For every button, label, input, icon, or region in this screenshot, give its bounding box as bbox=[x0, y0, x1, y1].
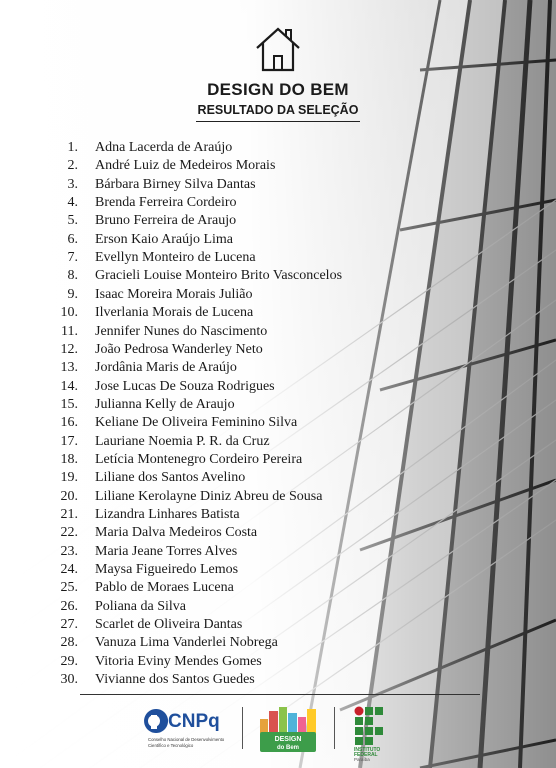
list-item-name: Erson Kaio Araújo Lima bbox=[95, 231, 234, 247]
list-item-number: 27. bbox=[60, 617, 78, 633]
list-item-name: Isaac Moreira Morais Julião bbox=[95, 286, 253, 302]
cnpq-logo-text: CNPq bbox=[168, 711, 220, 732]
list-item-name: Vitoria Eviny Mendes Gomes bbox=[95, 653, 262, 669]
design-do-bem-logo bbox=[258, 703, 318, 753]
list-item-name: Pablo de Moraes Lucena bbox=[95, 580, 234, 596]
list-item-number: 29. bbox=[60, 653, 78, 669]
list-item-number: 6. bbox=[67, 231, 78, 247]
list-item-number: 9. bbox=[67, 286, 78, 302]
page-title: DESIGN DO BEM bbox=[207, 80, 349, 99]
cnpq-caption-2: Científico e Tecnológico bbox=[148, 743, 194, 748]
list-item-number: 26. bbox=[60, 598, 78, 614]
list-item-name: Bruno Ferreira de Araujo bbox=[95, 213, 237, 229]
if-caption-2: FEDERAL bbox=[354, 752, 378, 758]
list-item-name: Letícia Montenegro Cordeiro Pereira bbox=[95, 451, 303, 467]
cnpq-caption-1: Conselho Nacional de Desenvolvimento bbox=[148, 737, 225, 742]
list-item-number: 19. bbox=[60, 470, 78, 486]
list-item-number: 8. bbox=[67, 268, 78, 284]
if-caption-3: Paraíba bbox=[354, 757, 370, 762]
list-item-name: Keliane De Oliveira Feminino Silva bbox=[95, 415, 298, 431]
list-item-name: Evellyn Monteiro de Lucena bbox=[95, 250, 256, 266]
list-item-name: Julianna Kelly de Araujo bbox=[95, 396, 235, 412]
list-item-number: 18. bbox=[60, 451, 78, 467]
footer-separator bbox=[242, 707, 243, 749]
list-item-name: Maysa Figueiredo Lemos bbox=[95, 562, 239, 578]
list-item-name: Liliane dos Santos Avelino bbox=[95, 470, 246, 486]
list-item-name: Scarlet de Oliveira Dantas bbox=[95, 617, 243, 633]
list-item-number: 15. bbox=[60, 396, 78, 412]
list-item-name: Vivianne dos Santos Guedes bbox=[95, 672, 255, 688]
design-logo-line1: DESIGN bbox=[274, 736, 302, 743]
list-item-number: 5. bbox=[67, 213, 78, 229]
list-item-number: 22. bbox=[60, 525, 78, 541]
list-item-number: 12. bbox=[60, 341, 78, 357]
list-item-number: 23. bbox=[60, 543, 78, 559]
list-item-number: 21. bbox=[60, 507, 78, 522]
list-item-name: Brenda Ferreira Cordeiro bbox=[95, 195, 237, 211]
subtitle-underline bbox=[196, 121, 360, 122]
list-item-name: João Pedrosa Wanderley Neto bbox=[95, 341, 263, 357]
list-item-name: Jennifer Nunes do Nascimento bbox=[95, 323, 268, 339]
list-item-name: Lizandra Linhares Batista bbox=[95, 507, 240, 522]
list-item-number: 1. bbox=[67, 140, 78, 155]
list-item-number: 28. bbox=[60, 635, 78, 651]
list-item-number: 10. bbox=[60, 305, 78, 321]
list-item-name: Maria Jeane Torres Alves bbox=[95, 543, 238, 559]
house-icon bbox=[255, 26, 301, 72]
list-item-name: Gracieli Louise Monteiro Brito Vasconcelos bbox=[95, 268, 343, 284]
list-item-name: Adna Lacerda de Araújo bbox=[95, 140, 233, 155]
list-item-name: Poliana da Silva bbox=[95, 598, 186, 614]
list-item-name: Jose Lucas De Souza Rodrigues bbox=[95, 378, 275, 394]
list-item-number: 25. bbox=[60, 580, 78, 596]
list-item-number: 7. bbox=[67, 250, 78, 266]
list-item-number: 14. bbox=[60, 378, 78, 394]
footer-divider bbox=[80, 694, 480, 695]
list-item-number: 11. bbox=[61, 323, 78, 339]
list-item-name: Maria Dalva Medeiros Costa bbox=[95, 525, 258, 541]
list-item-name: Bárbara Birney Silva Dantas bbox=[95, 176, 256, 192]
footer-separator bbox=[334, 707, 335, 749]
list-item-name: André Luiz de Medeiros Morais bbox=[95, 158, 276, 174]
list-item-number: 3. bbox=[67, 176, 78, 192]
cnpq-logo bbox=[140, 703, 240, 755]
list-item-number: 20. bbox=[60, 488, 78, 504]
list-item-name: Vanuza Lima Vanderlei Nobrega bbox=[95, 635, 278, 651]
design-logo-line2: do Bem bbox=[276, 745, 300, 751]
list-item-name: Lauriane Noemia P. R. da Cruz bbox=[95, 433, 270, 449]
list-item-number: 24. bbox=[60, 562, 78, 578]
list-item-name: Ilverlania Morais de Lucena bbox=[95, 305, 254, 321]
list-item-number: 2. bbox=[67, 158, 78, 174]
list-item-number: 16. bbox=[60, 415, 78, 431]
list-item-name: Jordânia Maris de Araújo bbox=[95, 360, 237, 376]
list-item-number: 13. bbox=[60, 360, 78, 376]
ifpb-logo bbox=[350, 705, 400, 763]
page-subtitle: RESULTADO DA SELEÇÃO bbox=[197, 103, 359, 117]
list-item-number: 17. bbox=[60, 433, 78, 449]
list-item-number: 30. bbox=[60, 672, 78, 688]
if-caption-1: INSTITUTO bbox=[354, 747, 381, 753]
list-item-number: 4. bbox=[67, 195, 78, 211]
list-item-name: Liliane Kerolayne Diniz Abreu de Sousa bbox=[95, 488, 323, 504]
